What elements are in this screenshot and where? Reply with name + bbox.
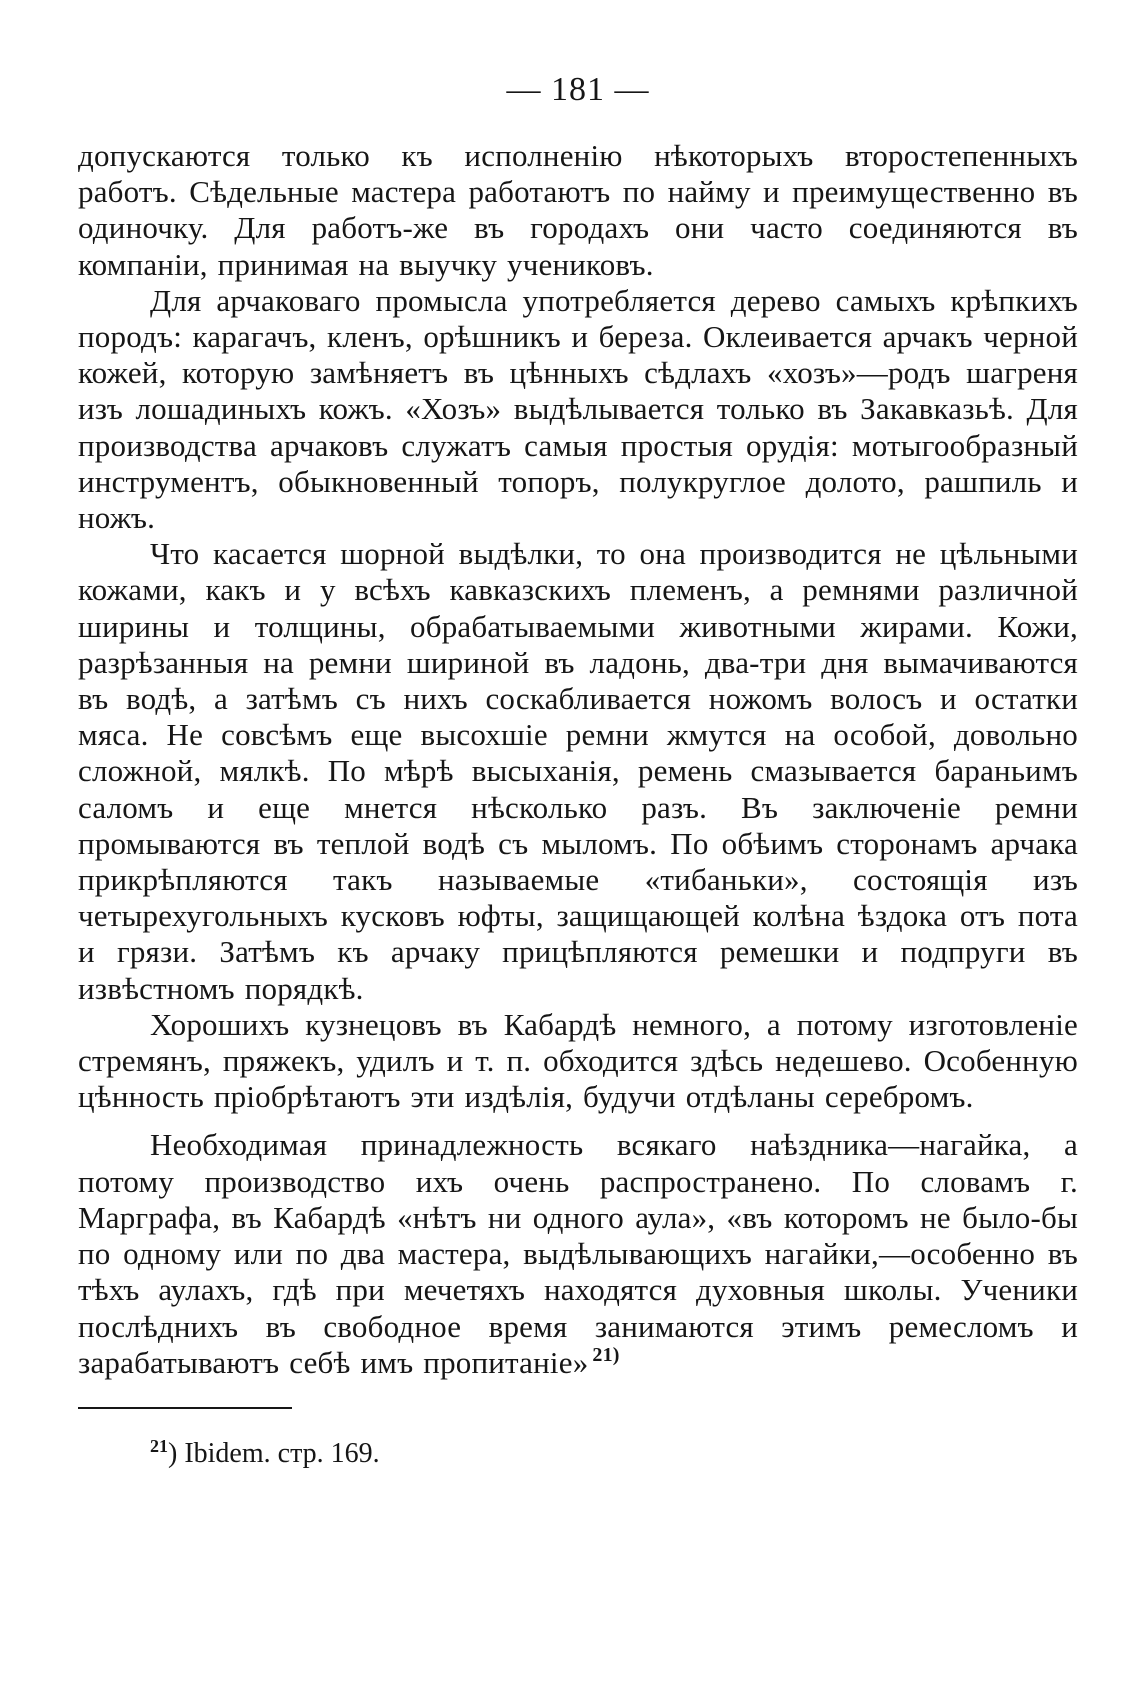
footnote-reference: 21)	[592, 1343, 620, 1366]
paragraph-3: Что касается шорной выдѣлки, то она производится не цѣльными кожами, какъ и у всѣхъ кавказскихъ племенъ, а ремнями различной ширины и толщины, обрабатываемыми животными жирами. Кожи, разрѣзанныя на ремни шириной въ ладонь, два-три дня вымачиваются въ водѣ, а затѣмъ съ нихъ соскабливается ножомъ волосъ и остатки мяса. Не совсѣмъ еще высохшіе ремни жмутся на особой, довольно сложной, мялкѣ. По мѣрѣ высыханія, ремень смазывается бараньимъ саломъ и еще мнется нѣсколько разъ. Въ заключеніе ремни промываются въ теплой водѣ съ мыломъ. По обѣимъ сторонамъ арчака прикрѣпляются такъ называемые «тибаньки», состоящія изъ четырехугольныхъ кусковъ юфты, защищающей колѣна ѣздока отъ пота и грязи. Затѣмъ къ арчаку прицѣпляются ремешки и подпруги въ извѣстномъ порядкѣ.	[78, 536, 1078, 1006]
book-page	[78, 70, 1078, 1660]
paragraph-4: Хорошихъ кузнецовъ въ Кабардѣ немного, а потому изготовленіе стремянъ, пряжекъ, удилъ и т. п. обходится здѣсь недешево. Особенную цѣнность пріобрѣтаютъ эти издѣлія, будучи отдѣланы серебромъ.	[78, 1006, 1078, 1115]
paragraph-2: Для арчаковаго промысла употребляется дерево самыхъ крѣпкихъ породъ: карагачъ, кленъ, орѣшникъ и береза. Оклеивается арчакъ черной кожей, которую замѣняетъ въ цѣнныхъ сѣдлахъ «хозъ»—родъ шагреня изъ лошадиныхъ кожъ. «Хозъ» выдѣлывается только въ Закавказьѣ. Для производства арчаковъ служатъ самыя простыя орудія: мотыгообразный инструментъ, обыкновенный топоръ, полукруглое долото, рашпиль и ножъ.	[78, 282, 1078, 536]
footnote-number: 21	[150, 1435, 168, 1456]
footnote-divider	[78, 1407, 292, 1409]
paragraph-1: допускаются только къ исполненію нѣкоторыхъ второстепенныхъ работъ. Сѣдельные мастера работаютъ по найму и преимущественно въ одиночку. Для работъ-же въ городахъ они часто соединяются въ компаніи, принимая на выучку учениковъ.	[78, 138, 1078, 282]
footnote	[78, 1437, 1078, 1471]
paragraph-5-text: Необходимая принадлежность всякаго наѣздника—нагайка, а потому производство ихъ очень распространено. По словамъ г. Марграфа, въ Кабардѣ «нѣтъ ни одного аула», «въ которомъ не было-бы по одному или по два мастера, выдѣлывающихъ нагайки,—особенно въ тѣхъ аулахъ, гдѣ при мечетяхъ находятся духовныя школы. Ученики послѣднихъ въ свободное время занимаются этимъ ремесломъ и зарабатываютъ себѣ имъ пропитаніе»	[78, 1127, 1078, 1380]
footnote-text: ) Ibidem. стр. 169.	[168, 1437, 380, 1469]
page-number: — 181 —	[506, 71, 650, 108]
paragraph-5	[78, 1127, 1078, 1380]
